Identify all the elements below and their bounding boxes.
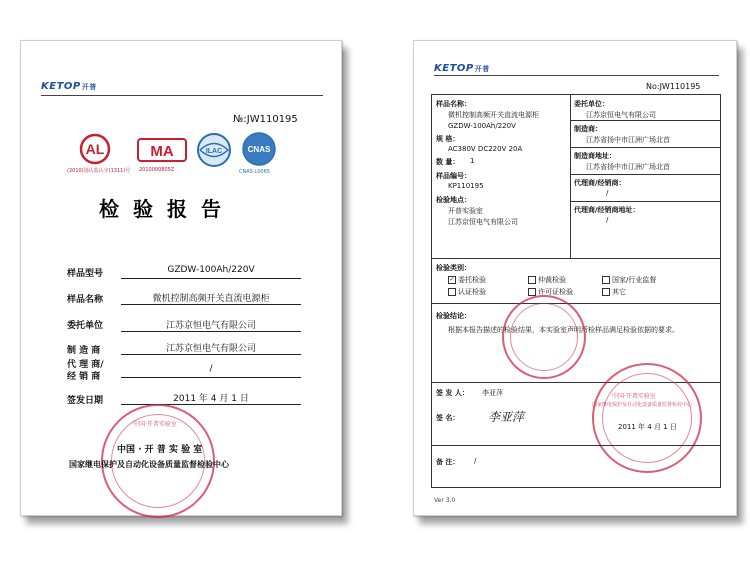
spec-value: AC380V DC220V 20A <box>448 145 523 153</box>
conclusion-text: 根据本报告描述的检验结果，本实验室声明所检样品满足检验依据的要求。 <box>448 326 679 334</box>
cma-badge <box>135 133 189 171</box>
category-option-5: 许可证检验 <box>528 287 573 297</box>
report-detail-page <box>413 40 737 516</box>
logo-brand: KETOP <box>434 63 474 74</box>
row-divider <box>570 120 720 121</box>
qty-label: 数 量： <box>436 158 460 166</box>
seal-text-center: 国家继电保护及自动化设备质量监督检验中心 <box>592 402 693 408</box>
field-underline <box>121 304 301 305</box>
row-divider <box>570 147 720 148</box>
sample-name-label: 样品名称： <box>436 100 471 108</box>
category-option-2: 仲裁检验 <box>528 275 566 285</box>
qty-value: 1 <box>470 157 475 165</box>
field-value-manufacturer: 江苏京恒电气有限公司 <box>165 344 256 354</box>
issuer-value: 李亚萍 <box>482 389 503 397</box>
agent-address-label: 代理商/经销商地址： <box>574 206 640 214</box>
official-seal <box>502 295 586 379</box>
test-place-label: 检验地点： <box>436 196 471 204</box>
spec-label: 规 格： <box>436 135 460 143</box>
seal-text: 中国·开普实验室 <box>133 421 177 428</box>
cal-caption: (2010)国认监认字(1311)号 <box>67 168 131 174</box>
field-label-issue-date: 签发日期 <box>67 396 104 406</box>
checkbox-icon <box>528 288 536 296</box>
header-rule <box>41 95 323 96</box>
signature-label: 签 名： <box>436 414 460 422</box>
manufacturer-label: 制造商： <box>574 125 602 133</box>
category-option-1: ✓ 委托检验 <box>449 276 486 284</box>
logo-brand: KETOP <box>41 81 81 92</box>
lab-name: 中国 · 开 普 实 验 室 <box>117 445 203 455</box>
field-value-issue-date: 2011 年 4 月 1 日 <box>173 394 249 404</box>
field-label-dealer: 经 销 商 <box>67 372 101 382</box>
category-option-3: 国家/行业监督 <box>602 275 656 285</box>
field-label-model: 样品型号 <box>67 269 104 279</box>
checkbox-icon <box>602 288 610 296</box>
ketop-logo <box>434 63 490 74</box>
test-place-value-1: 开普实验室 <box>448 207 483 215</box>
checkbox-checked-icon: ✓ <box>449 276 455 283</box>
agent-label: 代理商/经销商： <box>574 179 626 187</box>
report-number: No:JW110195 <box>646 82 701 91</box>
section-divider <box>432 445 720 446</box>
conclusion-label: 检验结论： <box>436 312 471 320</box>
field-label-manufacturer: 制 造 商 <box>67 346 101 356</box>
sample-model-value: GZDW-100Ah/220V <box>448 122 516 130</box>
issuer-label: 签 发 人： <box>436 389 469 397</box>
test-place-value-2: 江苏京恒电气有限公司 <box>448 218 518 226</box>
field-value-agent: / <box>209 364 213 374</box>
report-cover-page <box>20 40 342 516</box>
manufacturer-address-value: 江苏省扬中市江洲广场北首 <box>586 163 670 171</box>
seal-text-lab: 中国·开普实验室 <box>612 393 656 400</box>
sign-date: 2011 年 4 月 1 日 <box>618 423 677 431</box>
category-option-6: 其它 <box>602 287 626 297</box>
svg-text:AL: AL <box>85 141 105 157</box>
field-underline <box>121 354 301 355</box>
ketop-logo <box>41 81 97 92</box>
section-divider <box>432 303 720 304</box>
cnas-caption: CNAS L0065 <box>239 169 270 175</box>
field-underline <box>121 278 301 279</box>
sample-name-value: 微机控制高频开关直流电源柜 <box>448 111 539 119</box>
field-value-name: 微机控制高频开关直流电源柜 <box>152 294 270 304</box>
category-label: 检验类别： <box>436 264 471 272</box>
manufacturer-value: 江苏省扬中市江洲广场北首 <box>586 136 670 144</box>
field-label-name: 样品名称 <box>67 295 104 305</box>
svg-text:MA: MA <box>150 143 174 160</box>
client-label: 委托单位： <box>574 100 609 108</box>
remark-value: / <box>474 457 477 465</box>
checkbox-icon <box>602 276 610 284</box>
ilac-badge <box>193 131 235 177</box>
field-value-model: GZDW-100Ah/220V <box>167 265 255 275</box>
row-divider <box>570 174 720 175</box>
remark-label: 备 注： <box>436 458 460 466</box>
field-label-client: 委托单位 <box>67 321 104 331</box>
field-underline <box>121 377 301 378</box>
svg-text:ILAC: ILAC <box>205 148 223 155</box>
checkbox-icon <box>448 288 456 296</box>
svg-text:CNAS: CNAS <box>247 145 271 154</box>
agent-value: / <box>606 189 609 197</box>
section-divider <box>432 258 720 259</box>
header-rule <box>434 75 719 76</box>
report-table <box>431 94 721 488</box>
field-label-agent: 代 理 商/ <box>67 360 104 370</box>
sample-id-value: KP110195 <box>448 182 484 190</box>
agent-address-value: / <box>606 216 609 224</box>
field-underline <box>121 331 301 332</box>
report-number: №:JW110195 <box>233 114 298 125</box>
logo-cn: 开普 <box>474 65 490 73</box>
category-option-4: 认证检验 <box>448 287 486 297</box>
row-divider <box>570 201 720 202</box>
signature-value: 李亚萍 <box>488 410 525 424</box>
checkbox-icon <box>528 276 536 284</box>
client-value: 江苏京恒电气有限公司 <box>586 111 656 119</box>
version-label: Ver 3.0 <box>434 497 456 504</box>
cma-caption: 2010000805Z <box>139 167 175 173</box>
sample-id-label: 样品编号： <box>436 172 471 180</box>
center-name: 国家继电保护及自动化设备质量监督检验中心 <box>69 460 229 469</box>
manufacturer-address-label: 制造商地址： <box>574 152 616 160</box>
official-seal-2 <box>592 363 702 473</box>
field-value-client: 江苏京恒电气有限公司 <box>165 321 256 331</box>
report-title: 检验报告 <box>99 197 235 221</box>
logo-cn: 开普 <box>81 83 97 91</box>
